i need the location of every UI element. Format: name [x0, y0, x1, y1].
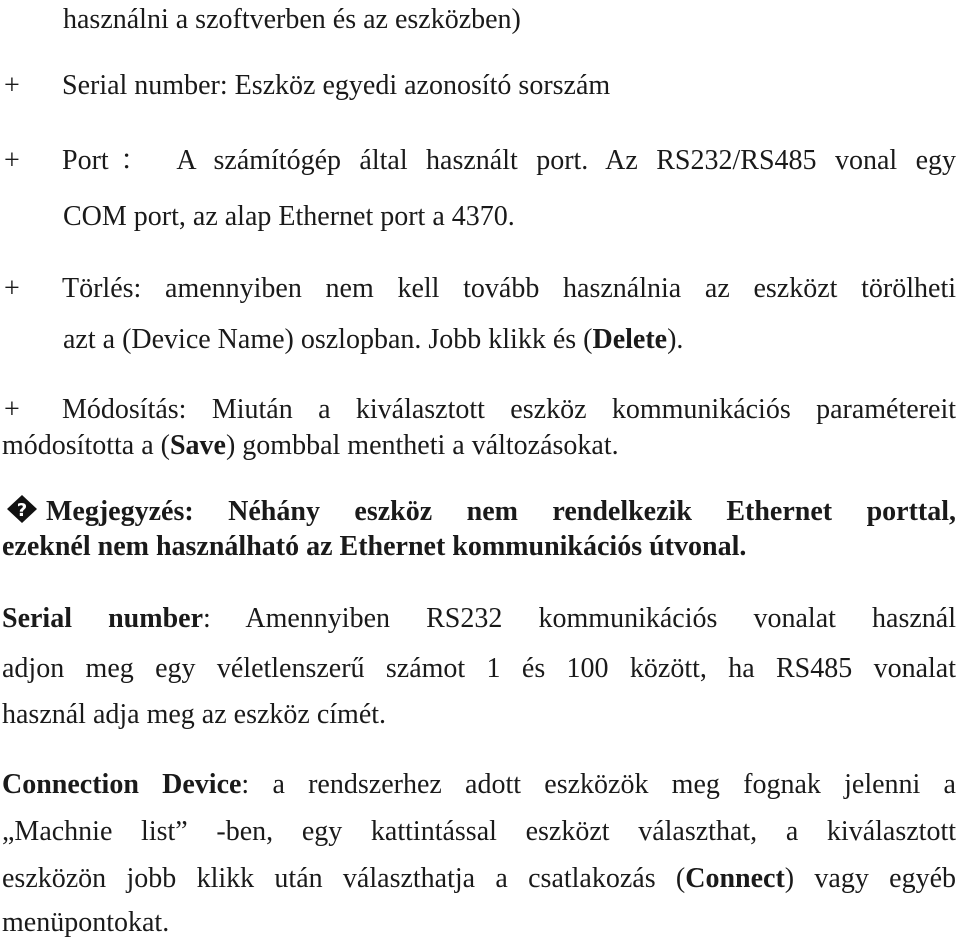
text-part: eszközön jobb klikk után választhatja a csatlakozás ( — [2, 863, 686, 894]
text-part: : Amennyiben RS232 kommunikációs vonalat használ — [203, 603, 956, 634]
bullet-text: Serial number: Eszköz egyedi azonosító sorszám — [62, 70, 611, 101]
connection-para-line3 — [2, 861, 956, 897]
plus-icon: + — [4, 394, 20, 425]
bullet-modify-line1 — [0, 392, 956, 428]
text-part: : a rendszerhez adott eszközök meg fognak jelenni a — [241, 769, 956, 800]
bullet-text: Törlés: amennyiben nem kell tovább használnia az eszközt törölheti — [62, 273, 956, 304]
serial-para-line3: használ adja meg az eszköz címét. — [2, 699, 387, 730]
bullet-delete-line2 — [63, 322, 960, 358]
bullet-delete-line1 — [0, 271, 956, 307]
text-part: ) vagy egyéb — [784, 863, 956, 894]
text-part: módosította a ( — [2, 430, 170, 461]
bullet-text: Port： A számítógép által használt port. Az RS232/RS485 vonal egy — [62, 145, 956, 176]
bullet-serial-number — [0, 68, 960, 104]
text-part: azt a (Device Name) oszlopban. Jobb klikk és ( — [63, 324, 593, 355]
connection-device-label: Connection Device — [2, 769, 242, 800]
serial-number-label: Serial number — [2, 603, 204, 634]
bullet-modify-line2 — [2, 428, 960, 464]
serial-para-line1 — [2, 601, 956, 637]
connect-bold-label: Connect — [685, 863, 785, 894]
serial-para-line2: adjon meg egy véletlenszerű számot 1 és 100 között, ha RS485 vonalat — [2, 653, 956, 684]
note-line1 — [2, 494, 956, 530]
bullet-port-line1 — [0, 143, 956, 179]
warning-glyph: ? — [16, 500, 28, 521]
plus-icon: + — [4, 273, 20, 304]
connection-para-line4: menüpontokat. — [2, 907, 170, 938]
note-line2: ezeknél nem használható az Ethernet kommunikációs útvonal. — [2, 531, 747, 562]
note-text: Megjegyzés: Néhány eszköz nem rendelkezik Ethernet porttal, — [46, 496, 956, 527]
text-part: ). — [667, 324, 684, 355]
bullet-text: Módosítás: Miután a kiválasztott eszköz kommunikációs paramétereit — [62, 394, 956, 425]
plus-icon: + — [4, 70, 20, 101]
save-bold-label: Save — [169, 430, 226, 461]
connection-para-line2: „Machnie list” -ben, egy kattintással eszközt választhat, a kiválasztott — [2, 816, 956, 847]
text-part: ) gombbal mentheti a változásokat. — [225, 430, 619, 461]
connection-para-line1 — [2, 767, 956, 803]
warning-diamond-icon — [2, 494, 46, 524]
plus-icon: + — [4, 145, 20, 176]
delete-bold-label: Delete — [592, 324, 668, 355]
continuation-line: használni a szoftverben és az eszközben) — [63, 4, 521, 35]
bullet-port-line2: COM port, az alap Ethernet port a 4370. — [63, 201, 515, 232]
